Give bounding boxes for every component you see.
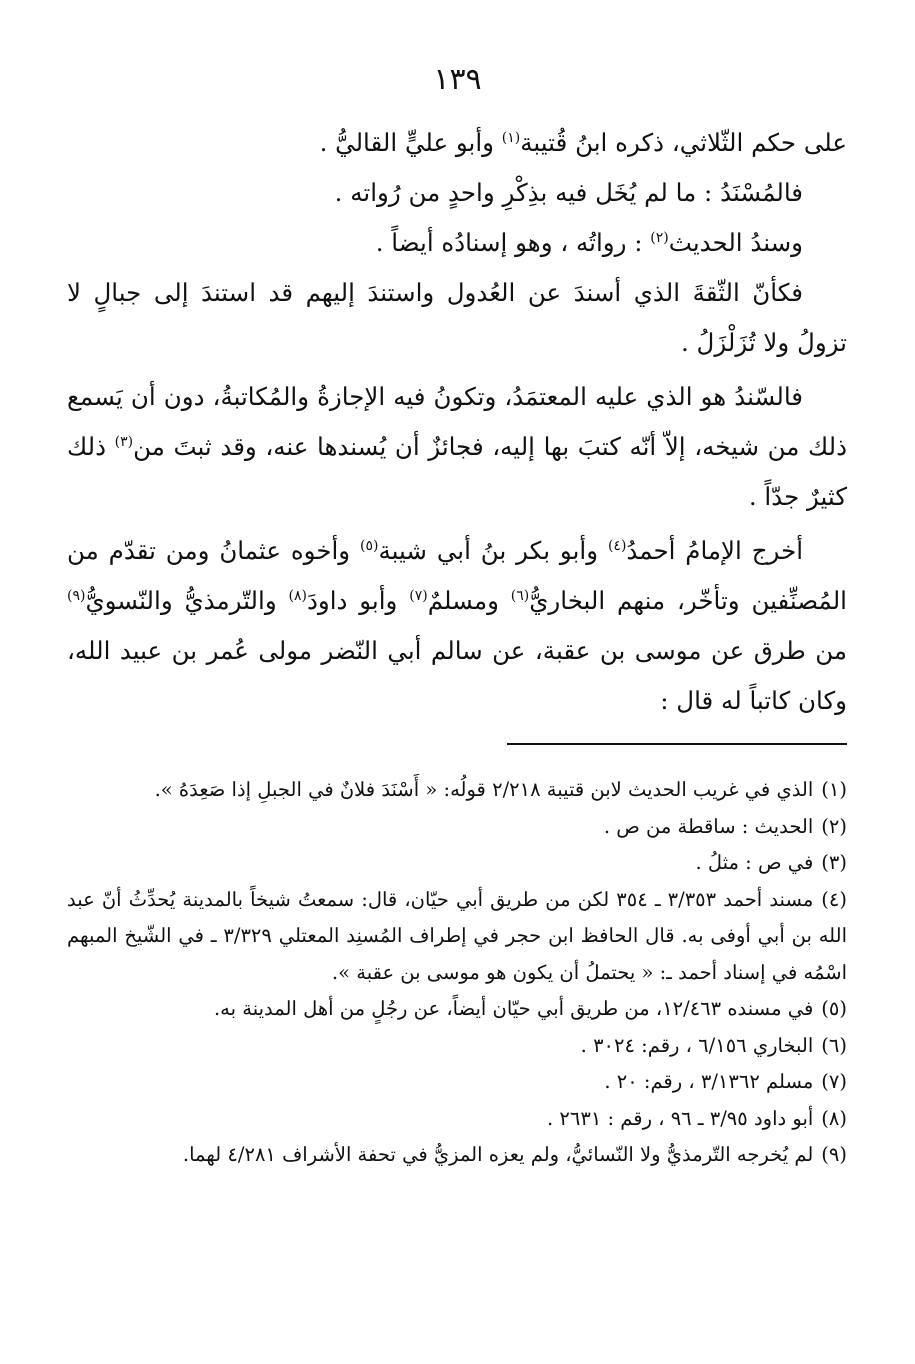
text-run: فالسّندُ هو الذي عليه المعتمَدُ، وتكونُ فيه الإجازةُ والمُكاتبةُ، دون أن يَسمع ذلك من شيخه، إلاّ أنّه كتبَ بها إليه، فجائزٌ أن يُسندها عنه، وقد ثبتَ من	[67, 382, 847, 461]
footnote-text: في مسنده ١٢/٤٦٣، من طريق أبي حيّان أيضاً، عن رجُلٍ من أهل المدينة به.	[213, 997, 814, 1020]
footnote-7	[67, 1064, 847, 1101]
footnote-ref-2[interactable]: (٢)	[650, 229, 669, 246]
footnote-4	[67, 882, 847, 992]
footnote-text: البخاري ٦/١٥٦ ، رقم: ٣٠٢٤ .	[580, 1033, 814, 1057]
text-run: وسندُ الحديث	[668, 228, 803, 257]
footnote-6	[67, 1028, 847, 1065]
footnote-ref-9[interactable]: (٩)	[67, 587, 86, 604]
footnote-3	[67, 845, 847, 882]
text-run: : رواتُه ، وهو إسنادُه أيضاً .	[375, 228, 651, 257]
text-run: على حكم الثّلاثي، ذكره ابنُ قُتيبة	[520, 128, 847, 157]
paragraph-1	[67, 118, 847, 168]
paragraph-6	[67, 526, 847, 726]
text-run: وأخوه عثمانُ ومن تقدّم من المُصنِّفين وتأخّر، منهم البخاريُّ	[67, 536, 847, 615]
footnote-ref-1[interactable]: (١)	[501, 129, 521, 146]
paragraph-5	[67, 372, 847, 522]
footnote-9	[67, 1137, 847, 1174]
footnote-text: لم يُخرجه التّرمذيُّ ولا النّسائيُّ، ولم يعزه المزيُّ في تحفة الأشراف ٤/٢٨١ لهما.	[182, 1143, 814, 1166]
footnote-number: (٣)	[821, 851, 847, 874]
footnote-number: (٦)	[821, 1033, 847, 1057]
footnote-text: الذي في غريب الحديث لابن قتيبة ٢/٢١٨ قولُه: « أَسْنَدَ فلانٌ في الجبلِ إذا صَعِدَهُ ».	[154, 778, 814, 801]
footnote-text: مسند أحمد ٣/٣٥٣ ـ ٣٥٤ لكن من طريق أبي حيّان، قال: سمعتُ شيخاً بالمدينة يُحدِّثُ أنّ عبد الله بن أبي أوفى به. قال الحافظ ابن حجر في إطراف المُسنِد المعتلي ٣/٣٢٩ ـ في الشّيخ المبهم اسْمُه في إسناد أحمد ـ: « يحتملُ أن يكون هو موسى بن عقبة ».	[67, 887, 847, 984]
footnote-ref-4[interactable]: (٤)	[607, 537, 627, 554]
footnote-text: مسلم ٣/١٣٦٢ ، رقم: ٢٠ .	[604, 1070, 814, 1093]
footnote-number: (٥)	[821, 997, 847, 1020]
footnote-ref-6[interactable]: (٦)	[510, 587, 530, 604]
footnote-number: (٤)	[821, 887, 847, 911]
footnote-number: (٩)	[821, 1143, 847, 1166]
footnote-number: (١)	[821, 778, 847, 801]
footnote-text: الحديث : ساقطة من ص .	[603, 814, 814, 838]
footnotes	[67, 772, 847, 1174]
footnote-text: في ص : مثلُ .	[695, 851, 814, 874]
footnote-ref-3[interactable]: (٣)	[114, 433, 134, 450]
text-run: ذلك كثيرٌ جدّاً .	[67, 432, 847, 511]
footnote-text: أبو داود ٣/٩٥ ـ ٩٦ ، رقم : ٢٦٣١ .	[547, 1106, 814, 1130]
text-run: من طرق عن موسى بن عقبة، عن سالم أبي النّضر مولى عُمر بن عبيد الله، وكان كاتباً له قال :	[67, 636, 847, 715]
footnote-ref-8[interactable]: (٨)	[288, 587, 307, 604]
footnote-8	[67, 1101, 847, 1138]
footnote-5	[67, 991, 847, 1028]
footnote-divider	[507, 743, 847, 745]
paragraph-2	[67, 168, 847, 218]
text-run: أخرج الإمامُ أحمدُ	[626, 536, 804, 565]
footnote-1	[67, 772, 847, 809]
page-number: ١٣٩	[433, 62, 482, 97]
footnote-number: (٧)	[821, 1070, 847, 1093]
footnote-number: (٨)	[821, 1106, 847, 1130]
paragraph-4	[67, 268, 847, 368]
text-run: فالمُسْنَدُ : ما لم يُخَل فيه بذِكْرِ واحدٍ من رُواته .	[334, 178, 803, 207]
text-run: وأبو عليٍّ القاليُّ .	[319, 128, 502, 157]
footnote-ref-7[interactable]: (٧)	[409, 587, 428, 604]
paragraph-3	[67, 218, 847, 268]
footnote-number: (٢)	[821, 814, 847, 838]
text-run: وأبو بكر بنُ أبي شيبة	[378, 536, 608, 565]
footnote-2	[67, 809, 847, 846]
text-run: ومسلمٌ	[427, 586, 511, 615]
text-run: فكأنّ الثّقةَ الذي أسندَ عن العُدول واستندَ إليهم قد استندَ إلى جبالٍ لا تزولُ ولا تُزَلْزَلُ .	[67, 278, 847, 357]
main-text	[67, 118, 847, 726]
text-run: وأبو داودَ	[306, 586, 410, 615]
footnote-ref-5[interactable]: (٥)	[360, 537, 379, 554]
text-run: والتّرمذيُّ والنّسويُّ	[85, 586, 289, 615]
